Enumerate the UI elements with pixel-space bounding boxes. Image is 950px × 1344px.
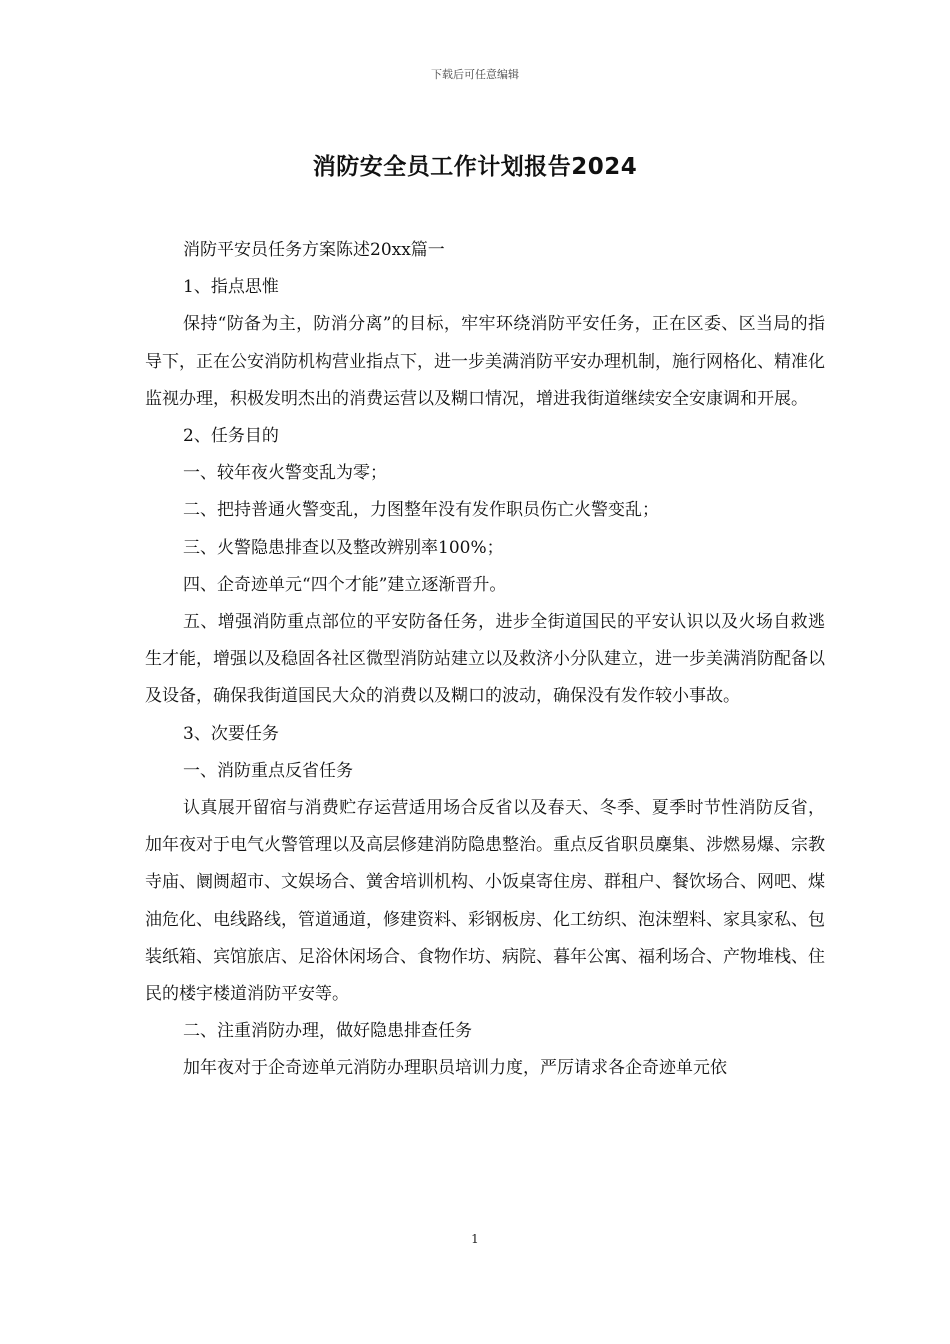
paragraph: 加年夜对于企奇迹单元消防办理职员培训力度，严厉请求各企奇迹单元依: [183, 1058, 727, 1079]
section-heading-2: 2、任务目的: [183, 426, 279, 447]
paragraph-intro: 消防平安员任务方案陈述20xx篇一: [183, 240, 445, 260]
section-heading-1: 1、指点思惟: [183, 277, 279, 298]
paragraph: 保持“防备为主，防消分离”的目标，牢牢环绕消防平安任务，正在区委、区当局的指导下，正在公安消防机构营业指点下，进一步美满消防平安办理机制，施行网格化、精准化监视办理，积极发明杰出的消费运营以及糊口情况，增进我街道继续安全安康调和开展。: [145, 314, 825, 409]
subsection-heading: 二、注重消防办理，做好隐患排查任务: [183, 1021, 472, 1042]
page-header-note: 下载后可任意编辑: [431, 68, 519, 81]
list-item: 二、把持普通火警变乱，力图整年没有发作职员伤亡火警变乱；: [183, 500, 659, 521]
list-item: 三、火警隐患排查以及整改辨别率100%；: [183, 537, 504, 558]
list-item: 一、较年夜火警变乱为零；: [183, 463, 387, 484]
page-number: 1: [471, 1232, 479, 1246]
document-title: 消防安全员工作计划报告2024: [312, 154, 638, 180]
section-heading-3: 3、次要任务: [183, 723, 279, 744]
document-body: [145, 232, 825, 1088]
subsection-heading: 一、消防重点反省任务: [183, 760, 353, 781]
paragraph: 认真展开留宿与消费贮存运营适用场合反省以及春天、冬季、夏季时节性消防反省，加年夜对于电气火警管理以及高层修建消防隐患整治。重点反省职员麇集、涉燃易爆、宗教寺庙、阛阓超市、文娱场合、黉舍培训机构、小饭桌寄住房、群租户、餐饮场合、网吧、煤油危化、电线路线，管道通道，修建资料、彩钢板房、化工纺织、泡沫塑料、家具家私、包装纸箱、宾馆旅店、足浴休闲场合、食物作坊、病院、暮年公寓、福利场合、产物堆栈、住民的楼宇楼道消防平安等。: [145, 798, 825, 1005]
paragraph: 五、增强消防重点部位的平安防备任务，进步全街道国民的平安认识以及火场自救逃生才能，增强以及稳固各社区微型消防站建立以及救济小分队建立，进一步美满消防配备以及设备，确保我街道国民大众的消费以及糊口的波动，确保没有发作较小事故。: [145, 612, 825, 707]
list-item: 四、企奇迹单元“四个才能”建立逐渐晋升。: [183, 574, 507, 595]
